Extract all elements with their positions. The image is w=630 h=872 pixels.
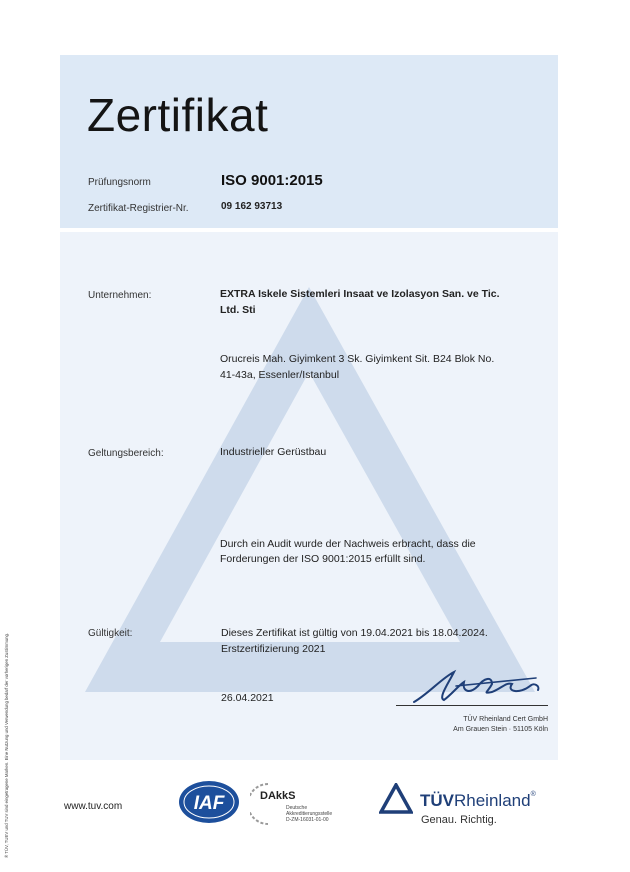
tuv-brand-registered: ® [530, 791, 536, 798]
company-name-line2: Ltd. Sti [220, 304, 256, 316]
tuv-triangle-icon [379, 783, 413, 815]
signature-icon [408, 664, 548, 708]
issue-date: 26.04.2021 [221, 692, 274, 704]
certificate-title: Zertifikat [87, 89, 269, 141]
address-line1: Orucreis Mah. Giyimkent 3 Sk. Giyimkent Sit. B24 Blok No. [220, 353, 495, 365]
dakks-title: DAkkS [260, 790, 296, 802]
validity-line1: Dieses Zertifikat ist gültig von 19.04.2021 bis 18.04.2024. [221, 627, 488, 639]
tuv-brand-name [420, 791, 536, 811]
company-name-line1: EXTRA Iskele Sistemleri Insaat ve Izolasyon San. ve Tic. [220, 288, 500, 300]
audit-statement-line1: Durch ein Audit wurde der Nachweis erbracht, dass die [220, 538, 476, 550]
trademark-note: ® TÜV, TUEV und TUV sind eingetragene Marken. Eine Nutzung und Verwendung bedarf der vorherigen Zustimmung. [4, 632, 9, 858]
website-link[interactable]: www.tuv.com [64, 801, 123, 812]
issuer-address: Am Grauen Stein · 51105 Köln [453, 726, 548, 733]
dakks-sub-line3: D-ZM-16031-01-00 [286, 817, 329, 823]
standard-value: ISO 9001:2015 [221, 172, 323, 189]
tuv-claim: Genau. Richtig. [421, 814, 497, 826]
dakks-sub-line2: Akkreditierungsstelle [286, 811, 333, 817]
dakks-emblem-icon [250, 781, 286, 827]
company-label: Unternehmen: [88, 290, 152, 301]
address-line2: 41-43a, Essenler/Istanbul [220, 369, 340, 381]
registration-label: Zertifikat-Registrier-Nr. [88, 203, 189, 214]
signature-line [396, 705, 548, 706]
validity-line2: Erstzertifizierung 2021 [221, 643, 326, 655]
scope-value: Industrieller Gerüstbau [220, 446, 327, 458]
issuer-name: TÜV Rheinland Cert GmbH [463, 716, 548, 723]
dakks-subtitle [286, 805, 332, 823]
registration-number: 09 162 93713 [221, 201, 283, 212]
tuv-brand-rest: Rheinland [454, 791, 531, 810]
iaf-text: IAF [193, 793, 225, 814]
dakks-sub-line1: Deutsche [286, 805, 308, 811]
dakks-logo [250, 779, 350, 833]
standard-label: Prüfungsnorm [88, 177, 151, 188]
audit-statement-line2: Forderungen der ISO 9001:2015 erfüllt sind. [220, 553, 426, 565]
iaf-logo-icon [177, 779, 241, 825]
scope-label: Geltungsbereich: [88, 448, 164, 459]
validity-label: Gültigkeit: [88, 628, 133, 639]
tuv-brand-bold: TÜV [420, 791, 454, 810]
